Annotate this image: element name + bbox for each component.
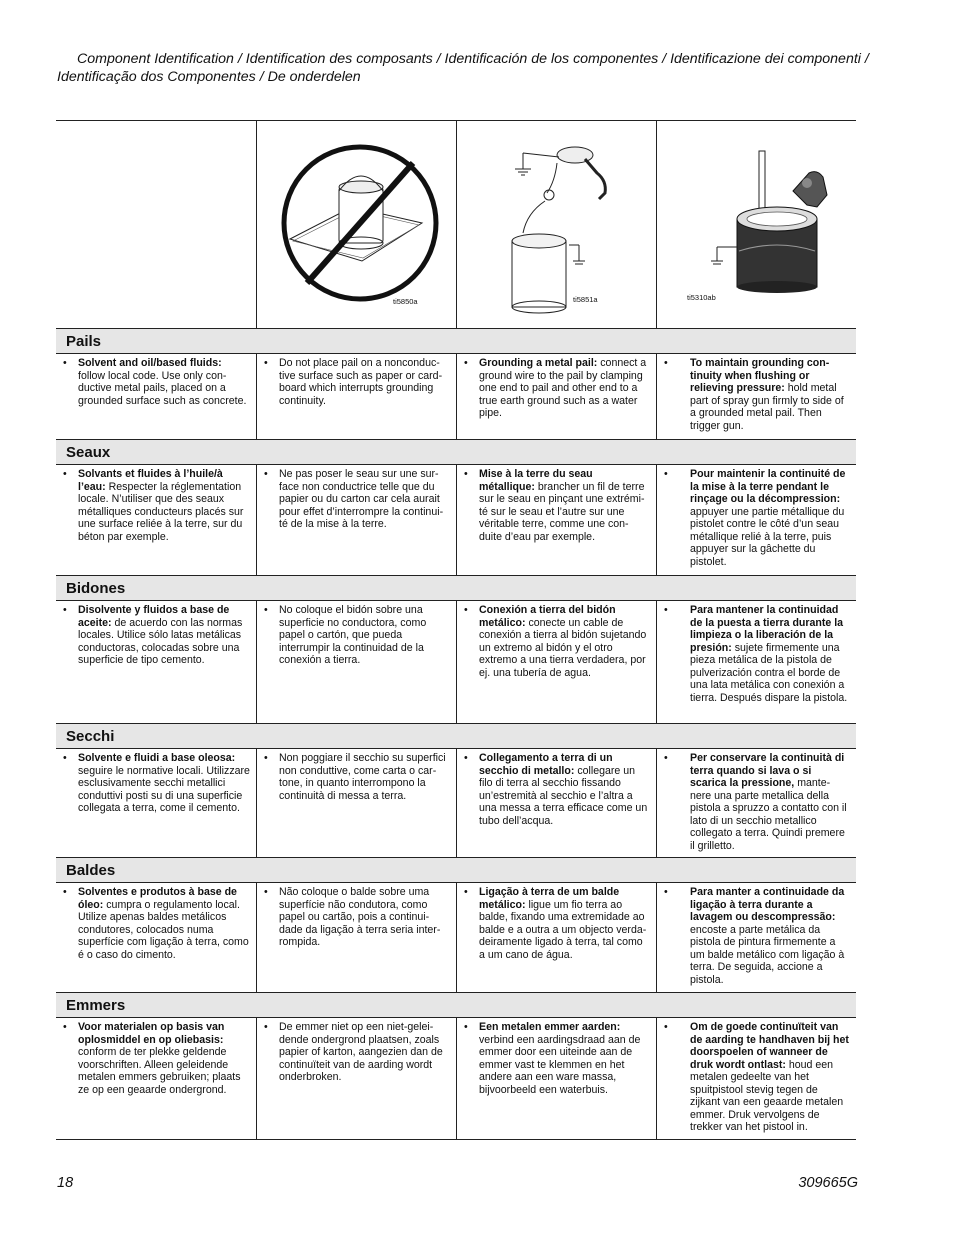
figure-cell-spray-gun xyxy=(656,121,856,328)
section-heading: Baldes xyxy=(56,857,856,883)
section-row xyxy=(56,1018,856,1139)
table-cell: • Não coloque o balde sobre uma superfície não condutora, como papel ou cartão, pois a continui-dade da ligação à terra seria inter-rompida. xyxy=(256,883,456,992)
section-row xyxy=(56,465,856,575)
section-row xyxy=(56,354,856,439)
table-cell: • Disolvente y fluidos a base de aceite: de acuerdo con las normas locales. Utilice sólo latas metálicas conductoras, colocadas sobre una superficie de tipo cemento. xyxy=(56,601,256,723)
figure-cell-empty xyxy=(56,121,256,328)
table-cell: • Mise à la terre du seau métallique: brancher un fil de terre sur le seau en pinçant une extrémi-té sur le seau et l’autre sur une véritable terre, comme une con-duite d’eau par exemple. xyxy=(456,465,656,575)
page-header xyxy=(57,50,877,86)
table-cell: • To maintain grounding con-tinuity when flushing or relieving pressure: hold metal part of spray gun firmly to side of a grounded metal pail. Then trigger gun. xyxy=(656,354,856,439)
figure-cell-grounded-pail xyxy=(456,121,656,328)
table-cell: • Solvent and oil/based fluids: follow local code. Use only con-ductive metal pails, placed on a grounded surface such as concrete. xyxy=(56,354,256,439)
section-heading: Secchi xyxy=(56,723,856,749)
section-row xyxy=(56,883,856,992)
section-heading: Emmers xyxy=(56,992,856,1018)
table-bottom-rule xyxy=(56,1139,856,1140)
table-cell: • No coloque el bidón sobre una superficie no conductora, como papel o cartón, que pueda interrumpir la continuidad de la conexión a tierra. xyxy=(256,601,456,723)
no-pail-on-nonconductive-surface-icon xyxy=(257,121,457,328)
figure-row xyxy=(56,121,856,328)
pail-grounding-table xyxy=(56,120,856,1140)
table-cell: • Non poggiare il secchio su superfici non conduttive, come carta o car-tone, in quanto interrompono la continuità di messa a terra. xyxy=(256,749,456,857)
table-cell: • Per conservare la continuità di terra quando si lava o si scarica la pressione, mante-nere una parte metallica della pistola a spruzzo a contatto con il lato di un secchio metallico collegato a terra. Quindi premere il grilletto. xyxy=(656,749,856,857)
header-line-2: Identificação dos Componentes / De onderdelen xyxy=(57,69,361,85)
header-line-1: Component Identification / Identification des composants / Identificación de los componentes / Identificazione dei componenti / xyxy=(77,51,869,67)
table-cell: • Conexión a tierra del bidón metálico: conecte un cable de conexión a tierra al bidón sujetando un extremo al bidón y el otro extremo a una tierra verdadera, por ej. una tubería de agua. xyxy=(456,601,656,723)
table-cell: • Voor materialen op basis van oplosmiddel en op oliebasis: conform de ter plekke geldende voorschriften. Alleen geleidende metalen emmers gebruiken; plaats ze op een geaarde ondergrond. xyxy=(56,1018,256,1139)
table-cell: • Een metalen emmer aarden: verbind een aardingsdraad aan de emmer door een uiteinde aan de emmer vast te klemmen en het andere aan een ware massa, bijvoorbeeld een waterbuis. xyxy=(456,1018,656,1139)
section-row xyxy=(56,601,856,723)
ground-wire-clamp-pail-icon xyxy=(457,121,657,328)
figure-label: ti5851a xyxy=(573,295,598,304)
figure-cell-nonconductive xyxy=(256,121,456,328)
table-cell: • De emmer niet op een niet-gelei-dende ondergrond plaatsen, zoals papier of karton, aangezien dan de continuïteit van de aarding wordt onderbroken. xyxy=(256,1018,456,1139)
table-cell: • Grounding a metal pail: connect a ground wire to the pail by clamping one end to pail and other end to a true earth ground such as a water pipe. xyxy=(456,354,656,439)
table-cell: • Para manter a continuidade da ligação à terra durante a lavagem ou descompressão: encoste a parte metálica da pistola de pintura firmemente a um balde metálico com ligação à terra. De seguida, accione a pistola. xyxy=(656,883,856,992)
section-heading: Bidones xyxy=(56,575,856,601)
table-cell: • Ne pas poser le seau sur une sur-face non conductrice telle que du papier ou du carton car cela aurait pour effet d’interrompre la continui-té de la mise à la terre. xyxy=(256,465,456,575)
table-cell: • Pour maintenir la continuité de la mise à la terre pendant le rinçage ou la décompression: appuyer une partie métallique du pistolet contre le côté d’un seau métallique relié à la terre, puis appuyer sur la gâchette du pistolet. xyxy=(656,465,856,575)
table-cell: • Para mantener la continuidad de la puesta a tierra durante la limpieza o la liberación de la presión: sujete firmemente una pieza metálica de la pistola de pulverización contra el borde de una lata metálica con conexión a tierra. Después dispare la pistola. xyxy=(656,601,856,723)
table-cell: • Do not place pail on a nonconduc-tive surface such as paper or card-board which interrupts grounding continuity. xyxy=(256,354,456,439)
table-cell: • Solvants et fluides à l’huile/à l’eau: Respecter la réglementation locale. N’utiliser que des seaux métalliques conducteurs placés sur une surface reliée à la terre, sur du béton par exemple. xyxy=(56,465,256,575)
section-heading: Pails xyxy=(56,328,856,354)
document-number: 309665G xyxy=(798,1175,858,1191)
table-cell: • Om de goede continuïteit van de aarding te handhaven bij het doorspoelen of wanneer de druk wordt ontlast: houd een metalen gedeelte van het spuitpistool stevig tegen de zijkant van een geaarde metalen emmer. Druk vervolgens de trekker van het pistool in. xyxy=(656,1018,856,1139)
page-number: 18 xyxy=(57,1175,74,1191)
table-cell: • Ligação à terra de um balde metálico: ligue um fio terra ao balde, fixando uma extremidade ao balde e a outra a um objecto verda-deiramente ligado à terra, tal como a um cano de água. xyxy=(456,883,656,992)
section-row xyxy=(56,749,856,857)
figure-label: ti5850a xyxy=(393,297,418,306)
table-cell: • Solventes e produtos à base de óleo: cumpra o regulamento local. Utilize apenas baldes metálicos condutores, colocados numa superfície com ligação à terra, como é o caso do cimento. xyxy=(56,883,256,992)
section-heading: Seaux xyxy=(56,439,856,465)
table-cell: • Solvente e fluidi a base oleosa: seguire le normative locali. Utilizzare esclusivamente secchi metallici conduttivi posti su di una superficie collegata a terra, come il cemento. xyxy=(56,749,256,857)
figure-label: ti5310ab xyxy=(687,293,716,302)
table-cell: • Collegamento a terra di un secchio di metallo: collegare un filo di terra al secchio fissando un’estremità al secchio e l’altra a una messa a terra efficace come un tubo dell’acqua. xyxy=(456,749,656,857)
